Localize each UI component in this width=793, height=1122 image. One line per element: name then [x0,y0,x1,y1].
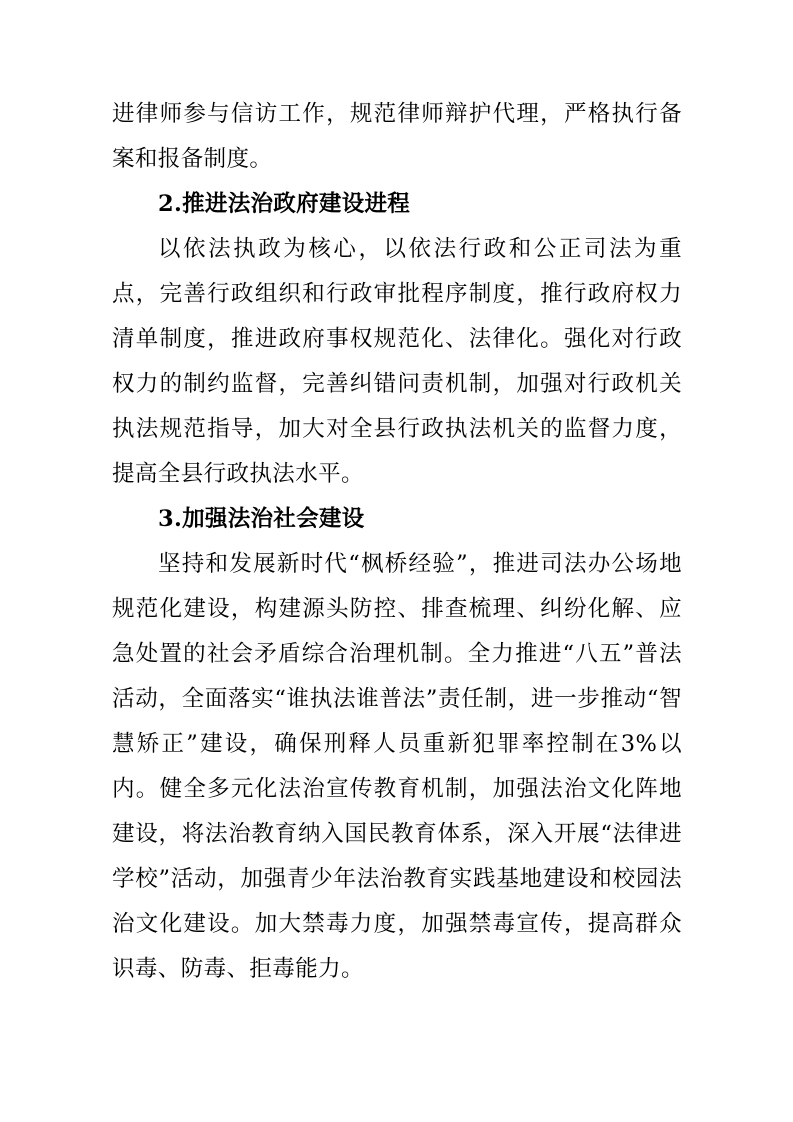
document-body [112,92,682,992]
body-paragraph: 以依法执政为核心，以依法行政和公正司法为重点，完善行政组织和行政审批程序制度，推行政府权力清单制度，推进政府事权规范化、法律化。强化对行政权力的制约监督，完善纠错问责机制，加强对行政机关执法规范指导，加大对全县行政执法机关的监督力度，提高全县行政执法水平。 [112,236,682,487]
section-heading-3: 3.加强法治社会建设 [158,506,365,532]
body-paragraph: 进律师参与信访工作，规范律师辩护代理，严格执行备案和报备制度。 [112,101,682,172]
section-heading-2: 2.推进法治政府建设进程 [158,191,411,217]
body-paragraph: 坚持和发展新时代“枫桥经验”，推进司法办公场地规范化建设，构建源头防控、排查梳理、纠纷化解、应急处置的社会矛盾综合治理机制。全力推进“八五”普法活动，全面落实“谁执法谁普法”责任制，进一步推动“智慧矫正”建设，确保刑释人员重新犯罪率控制在3%以内。健全多元化法治宣传教育机制，加强法治文化阵地建设，将法治教育纳入国民教育体系，深入开展“法律进学校”活动，加强青少年法治教育实践基地建设和校园法治文化建设。加大禁毒力度，加强禁毒宣传，提高群众识毒、防毒、拒毒能力。 [112,551,682,982]
